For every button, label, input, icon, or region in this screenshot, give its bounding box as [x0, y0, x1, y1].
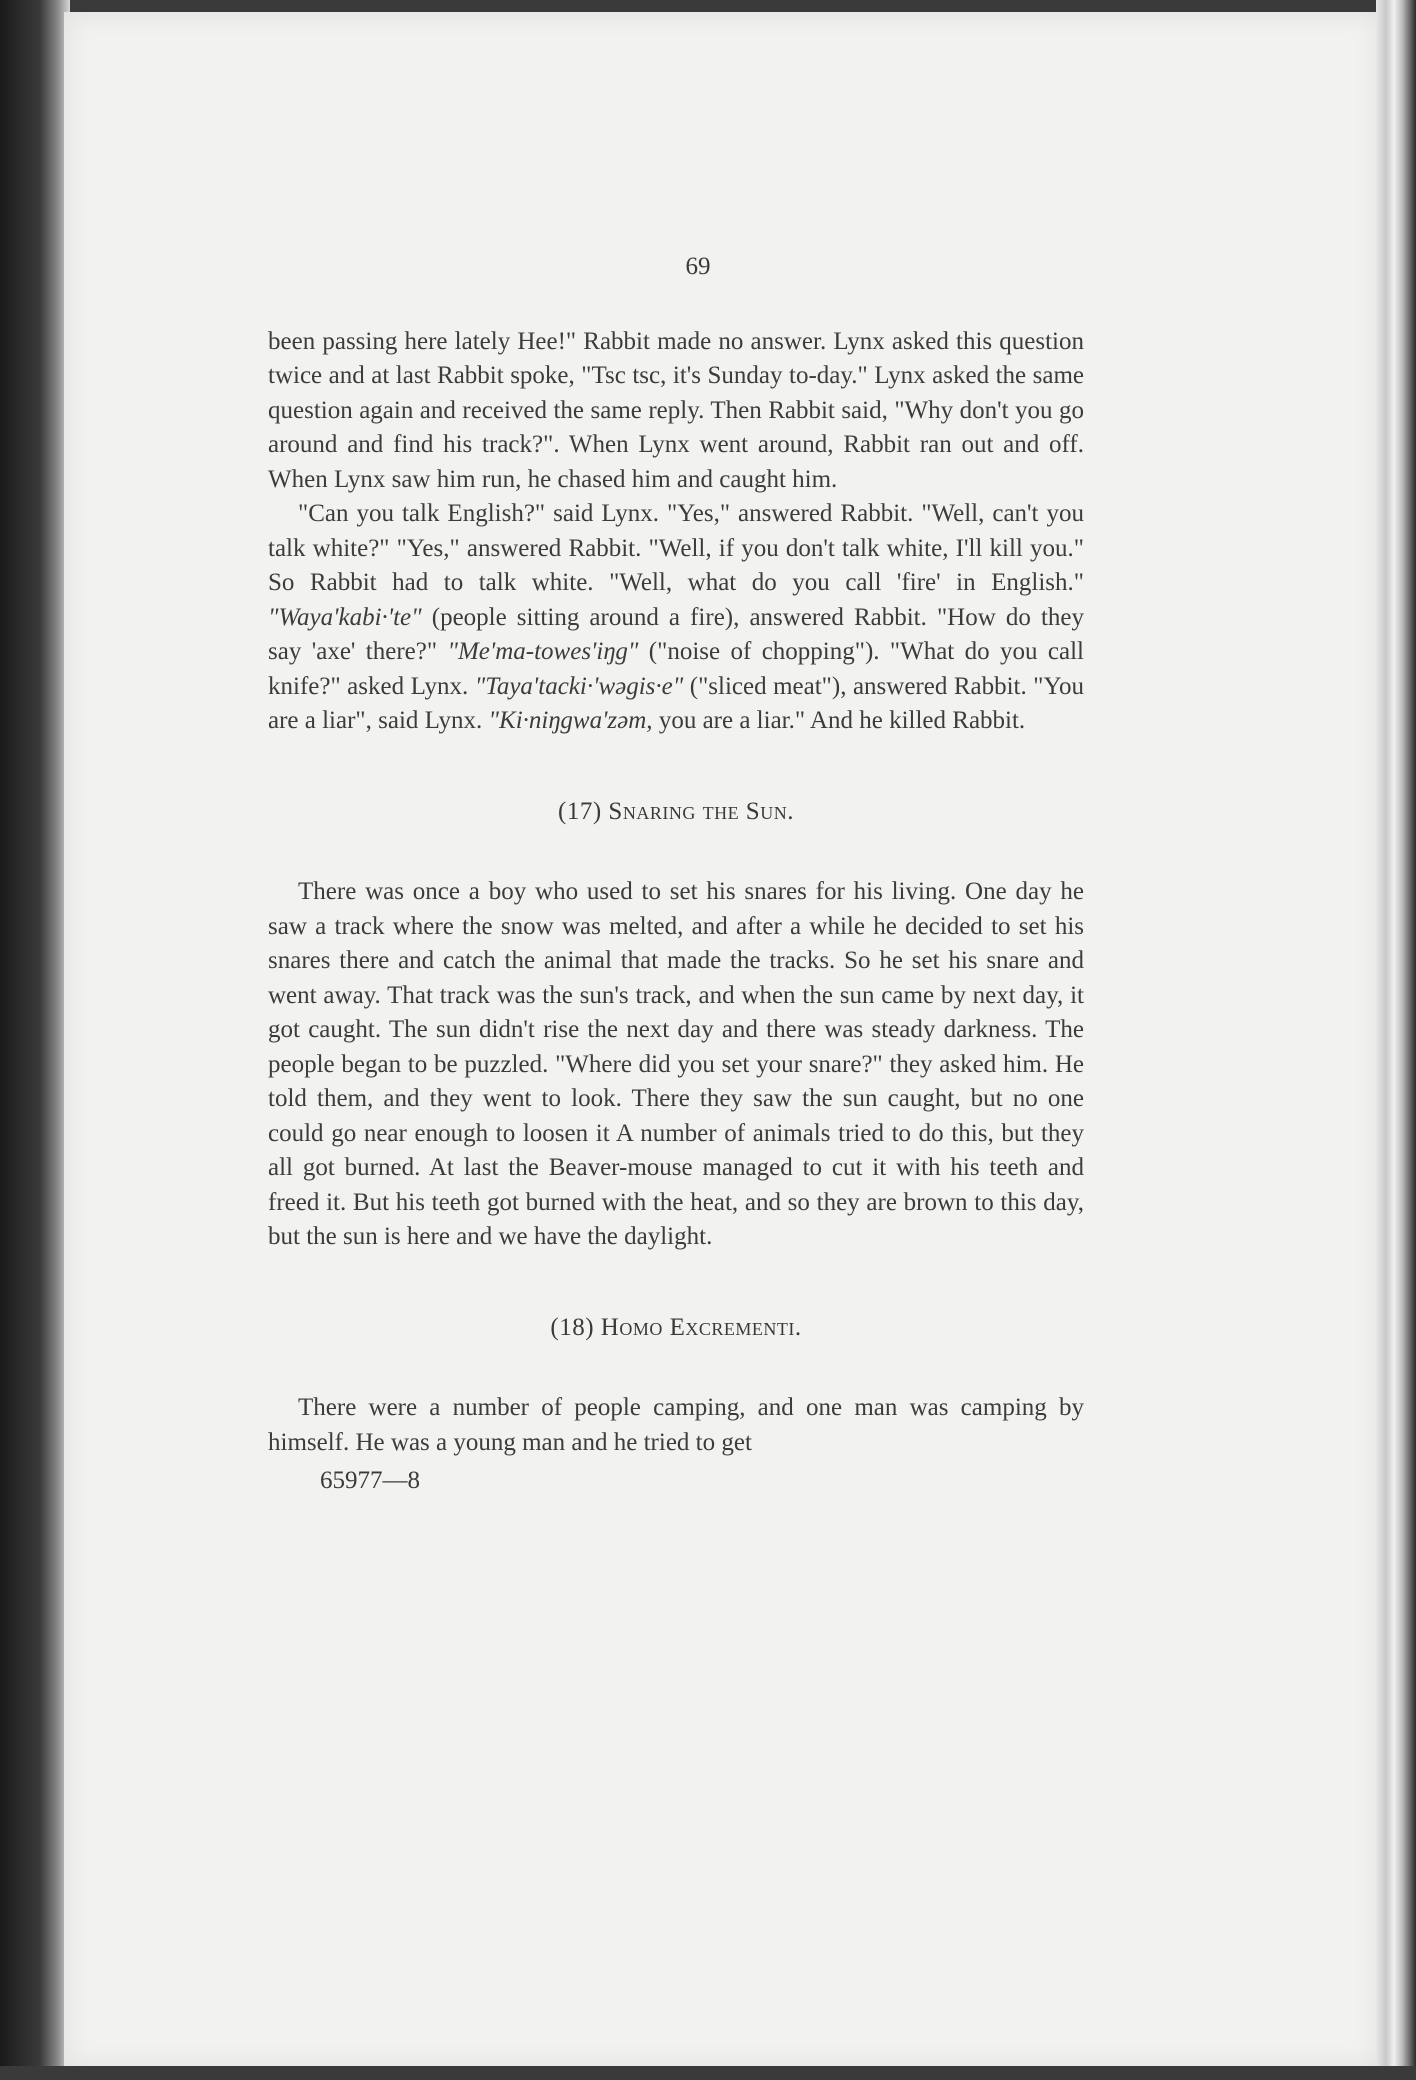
scan-bottom-border [0, 2066, 1416, 2080]
section-18-heading [268, 1311, 1084, 1346]
paragraph-lynx-dialogue [268, 497, 1084, 739]
scan-top-border [0, 0, 1416, 12]
book-spine-shadow [0, 0, 70, 2080]
word-fire: "Waya'kabi·'te" [268, 603, 422, 631]
dialogue-part-1: "Can you talk English?" said Lynx. "Yes," answered Rabbit. "Well, can't you talk white?" "Yes," answered Rabbit. "Well, if you don't talk white, I'll kill you." So Rabbit had to talk white. "Well, what do you call 'fire' in English." [268, 500, 1084, 596]
word-knife: "Taya'tacki·'wəgis·e" [474, 672, 684, 700]
dialogue-part-4: ("sliced meat"), answered Rabbit. "You are a liar", said Lynx. [268, 672, 1084, 734]
dialogue-part-5: you are a liar." And he killed Rabbit. [652, 707, 1026, 734]
dialogue-part-3: ("noise of chopping"). "What do you call knife?" asked Lynx. [268, 638, 1084, 700]
section-17-title: Snaring the Sun. [608, 797, 794, 825]
section-18-paragraph: There were a number of people camping, and one man was camping by himself. He was a young man and he tried to get [268, 1394, 1084, 1456]
dialogue-part-2: (people sitting around a fire), answered Rabbit. "How do they say 'axe' there?" [268, 603, 1084, 665]
printer-signature-code: 65977—8 [320, 1467, 420, 1494]
section-18-title: Homo Excrementi. [600, 1313, 802, 1341]
word-axe: "Me'ma-towes'iŋg" [447, 638, 639, 665]
paragraph-rabbit-lynx: been passing here lately Hee!" Rabbit made no answer. Lynx asked this question twice and at last Rabbit spoke, "Tsc tsc, it's Sunday to-day." Lynx asked the same question again and received the same reply. Then Rabbit said, "Why don't you go around and find his track?". When Lynx went around, Rabbit ran out and off. When Lynx saw him run, he chased him and caught him. [268, 327, 1084, 493]
section-17-paragraph: There was once a boy who used to set his snares for his living. One day he saw a track where the snow was melted, and after a while he decided to set his snares there and catch the animal that made the tracks. So he set his snare and went away. That track was the sun's track, and when the sun came by next day, it got caught. The sun didn't rise the next day and there was steady darkness. The people began to be puzzled. "Where did you set your snare?" they asked him. He told them, and they went to look. There they saw the sun caught, but no one could go near enough to loosen it A number of animals tried to do this, but they all got burned. At last the Beaver-mouse managed to cut it with his teeth and freed it. But his teeth got burned with the heat, and so they are brown to this day, but the sun is here and we have the daylight. [268, 878, 1084, 1250]
page-number: 69 [685, 253, 711, 280]
section-18-number: (18) [550, 1313, 595, 1341]
section-17-number: (17) [558, 797, 602, 825]
section-17-heading [268, 795, 1084, 830]
word-liar: "Ki·niŋgwa'zəm, [488, 707, 653, 734]
page-edges [1376, 0, 1416, 2080]
page-text [268, 250, 1084, 1499]
